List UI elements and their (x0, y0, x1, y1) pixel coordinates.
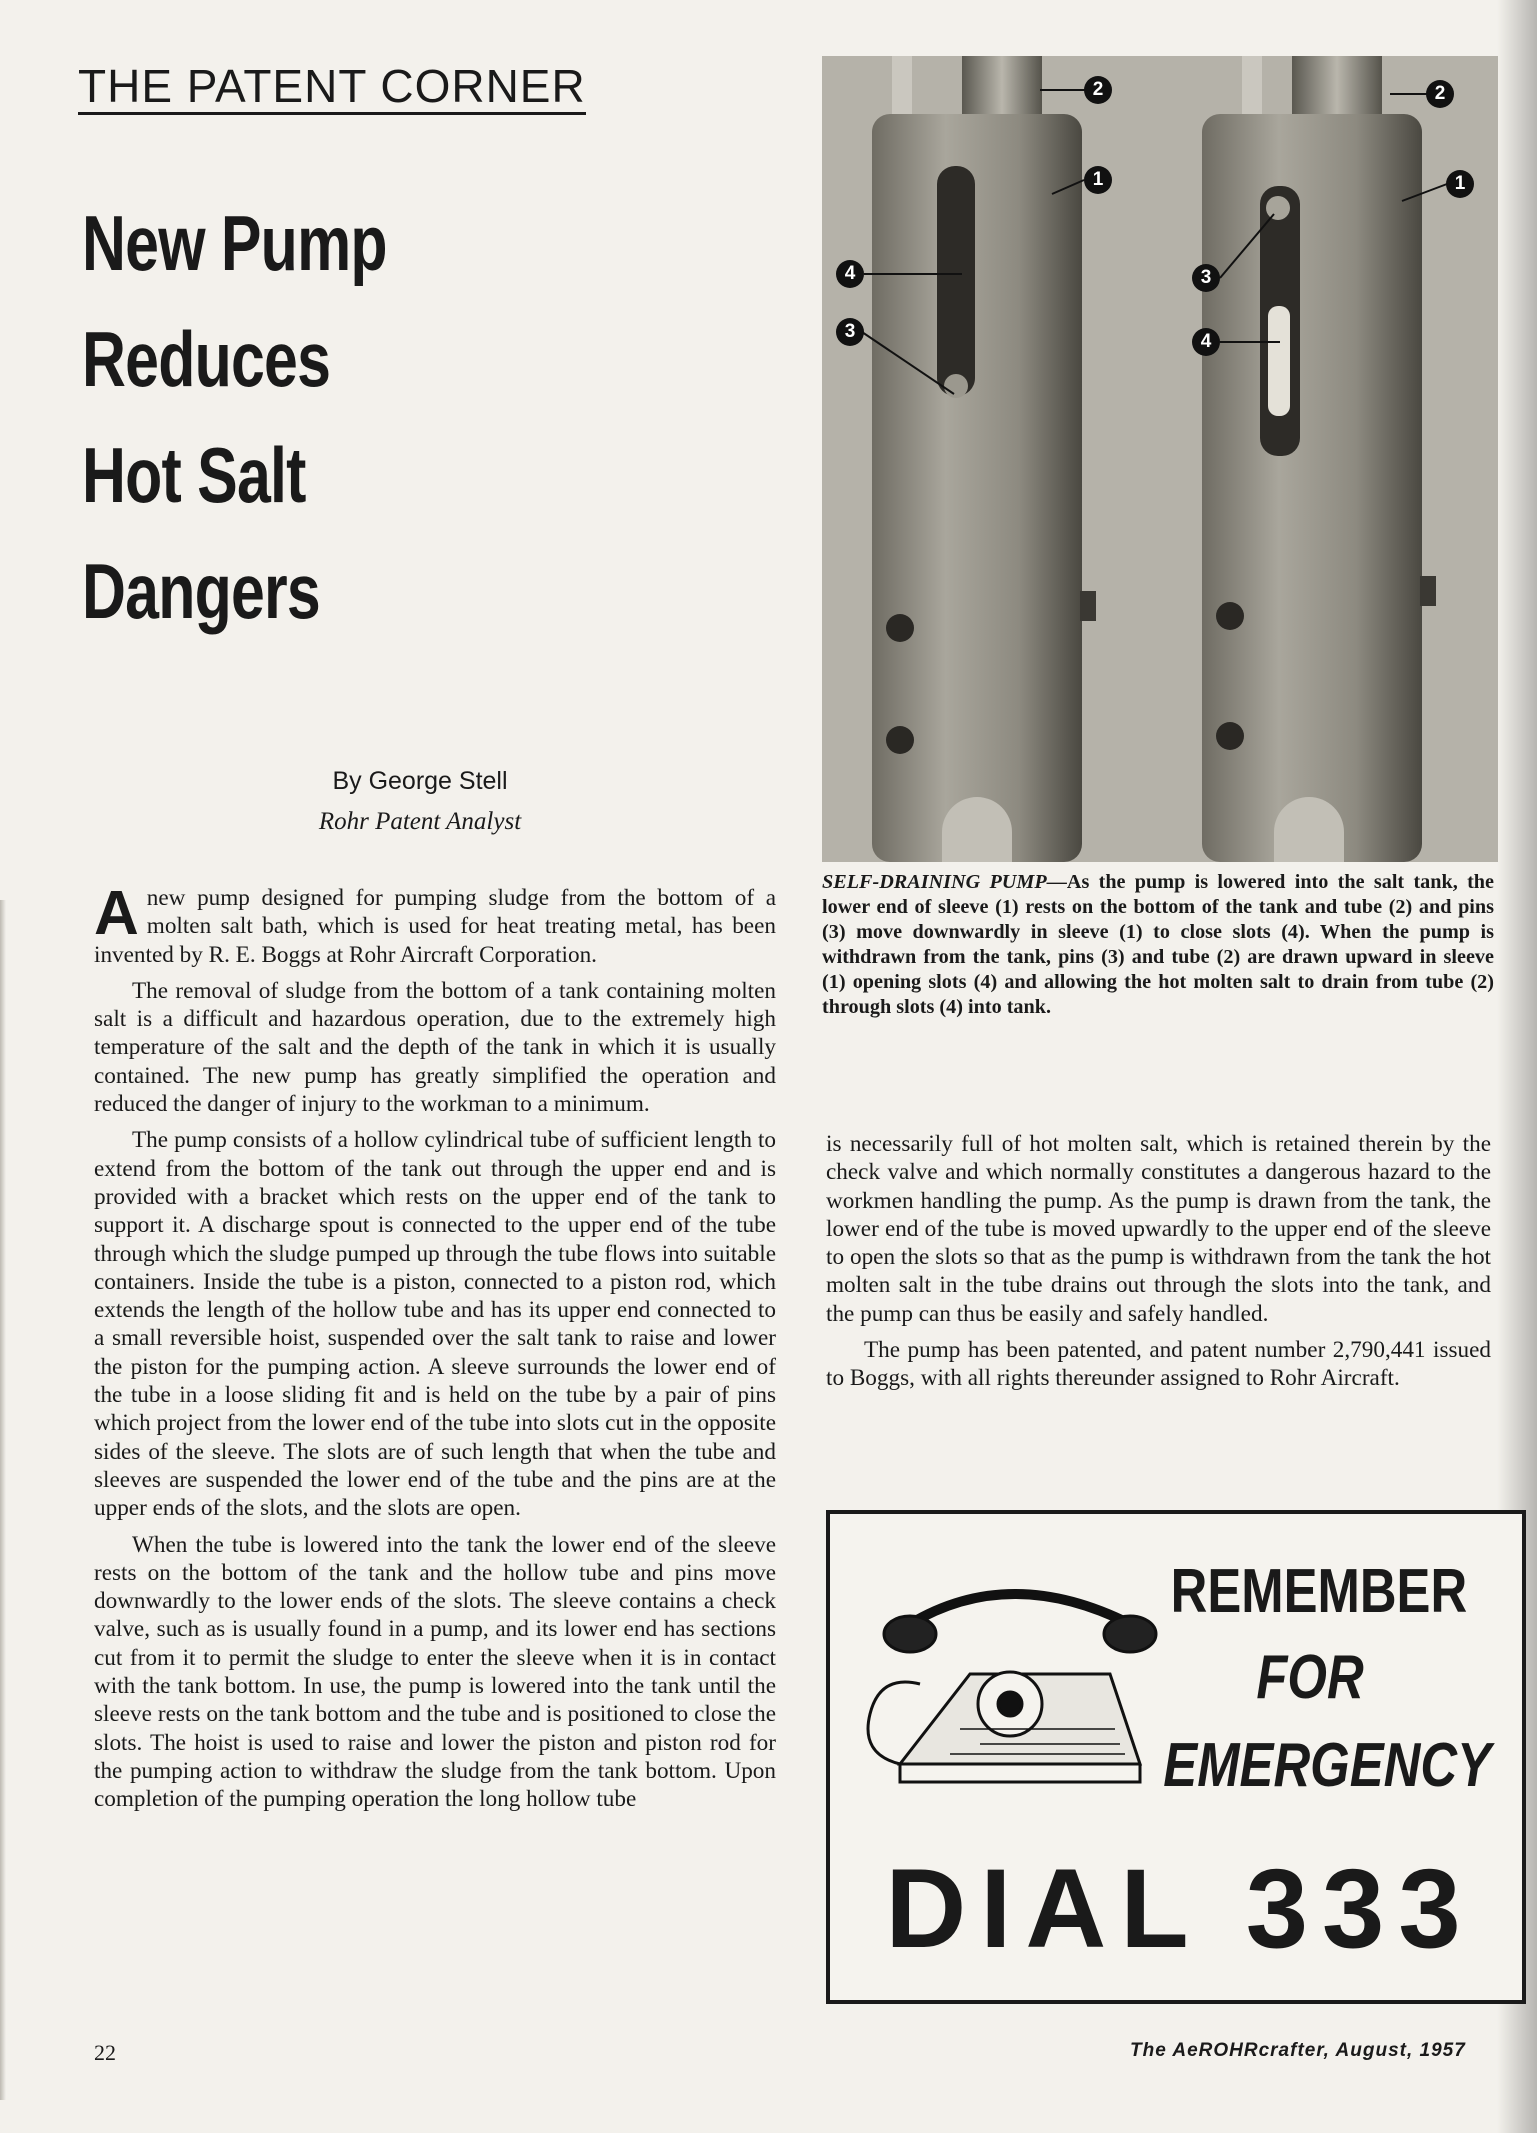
ad-line-for: FOR (1256, 1643, 1364, 1712)
headline-line: Reduces (82, 315, 331, 403)
byline-author: By George Stell (332, 767, 508, 795)
article-paragraph-text: new pump designed for pumping sludge from the bottom of a molten salt bath, which is used for heat treating metal, has been invented by R. E. Boggs at Rohr Aircraft Corporation. (94, 885, 776, 968)
callout-number: 2 (1084, 76, 1112, 104)
page-edge (0, 900, 6, 2100)
telephone-icon (860, 1554, 1160, 1794)
article-paragraph: The pump consists of a hollow cylindrical tube of sufficient length to extend from the bottom of the tank out through the upper end and is provided with a bracket which rests on the upper end of the tank to support it. A discharge spout is connected to the upper end of the tube through which the sludge pumped up through the tube flows into suitable containers. Inside the tube is a piston, connected to a piston rod, which extends the length of the hollow tube and has its upper end connected to a small reversible hoist, suspended over the salt tank to raise and lower the piston for the pumping action. A sleeve surrounds the lower end of the tube in a loose sliding fit and is held on the tube by a pair of pins which project from the lower end of the tube into slots cut in the opposite sides of the sleeve. The slots are of such length that when the tube and sleeves are suspended the lower end of the tube and the pins are at the upper ends of the slots, and the slots are open. (94, 1127, 776, 1522)
callout-number: 4 (836, 260, 864, 288)
ad-line-emergency: EMERGENCY (1163, 1731, 1491, 1800)
callout-number: 2 (1426, 80, 1454, 108)
pump-photo (822, 56, 1498, 862)
publication-footer: The AeROHRcrafter, August, 1957 (1130, 2040, 1466, 2061)
caption-text: —As the pump is lowered into the salt tank, the lower end of sleeve (1) rests on the bottom of the tank and tube (2) and pins (3) move downwardly in sleeve (1) to close slots (4). When the pump is withdrawn from the tank, pins (3) and tube (2) are drawn upward in sleeve (1) opening slots (4) and allowing the hot molten salt to drain from tube (2) through slots (4) into tank. (822, 871, 1494, 1018)
photo-caption (822, 870, 1494, 1020)
callout-number: 1 (1084, 166, 1112, 194)
page-number: 22 (94, 2040, 116, 2065)
caption-title: SELF-DRAINING PUMP (822, 871, 1047, 893)
ad-line-remember: REMEMBER (1170, 1557, 1468, 1626)
headline-line: Hot Salt (82, 431, 306, 519)
article-column-left (94, 879, 776, 1822)
article-paragraph: When the tube is lowered into the tank the lower end of the sleeve rests on the bottom of the tank and the hollow tube and pins move downwardly to the lower ends of the slots. The sleeve contains a check valve, such as is usually found in a pump, and its lower end has sections cut from it to permit the sludge to enter the sleeve when it is in contact with the tank bottom. In use, the pump is lowered into the tank until the sleeve rests on the tank bottom and the tube and is positioned to close the slots. The hoist is used to raise and lower the piston and piston rod for the pumping action to withdraw the sludge from the tank bottom. Upon completion of the pumping operation the long hollow tube (94, 1531, 776, 1813)
article-paragraph (94, 879, 776, 969)
article-column-right (826, 1130, 1491, 1401)
emergency-ad (826, 1510, 1526, 2004)
callout-number: 1 (1446, 170, 1474, 198)
headline-line: Dangers (82, 547, 320, 635)
callout-number: 4 (1192, 328, 1220, 356)
article-paragraph: is necessarily full of hot molten salt, which is retained therein by the check valve and which normally constitutes a dangerous hazard to the workmen handling the pump. As the pump is drawn from the tank, the lower end of the tube is moved upwardly to the upper end of the sleeve to open the slots so that as the pump is withdrawn from the tank the hot molten salt in the tube drains out through the slots into the tank, and the pump can thus be easily and safely handled. (826, 1131, 1491, 1327)
section-heading: THE PATENT CORNER (78, 62, 586, 115)
callout-number: 3 (1192, 264, 1220, 292)
headline (82, 185, 602, 649)
byline-role: Rohr Patent Analyst (318, 808, 522, 835)
headline-line: New Pump (82, 199, 387, 287)
article-paragraph: The removal of sludge from the bottom of a tank containing molten salt is a difficult and hazardous operation, due to the extremely high temperature of the salt and the depth of the tank in which it is usually contained. The new pump has greatly simplified the operation and reduced the danger of injury to the workman to a minimum. (94, 977, 776, 1118)
callout-number: 3 (836, 318, 864, 346)
article-paragraph: The pump has been patented, and patent number 2,790,441 issued to Boggs, with all rights thereunder assigned to Rohr Aircraft. (826, 1337, 1491, 1392)
pump-photo-illustration (822, 56, 1498, 862)
drop-cap: A (94, 879, 139, 948)
ad-line-dial: DIAL 333 (885, 1846, 1475, 1971)
